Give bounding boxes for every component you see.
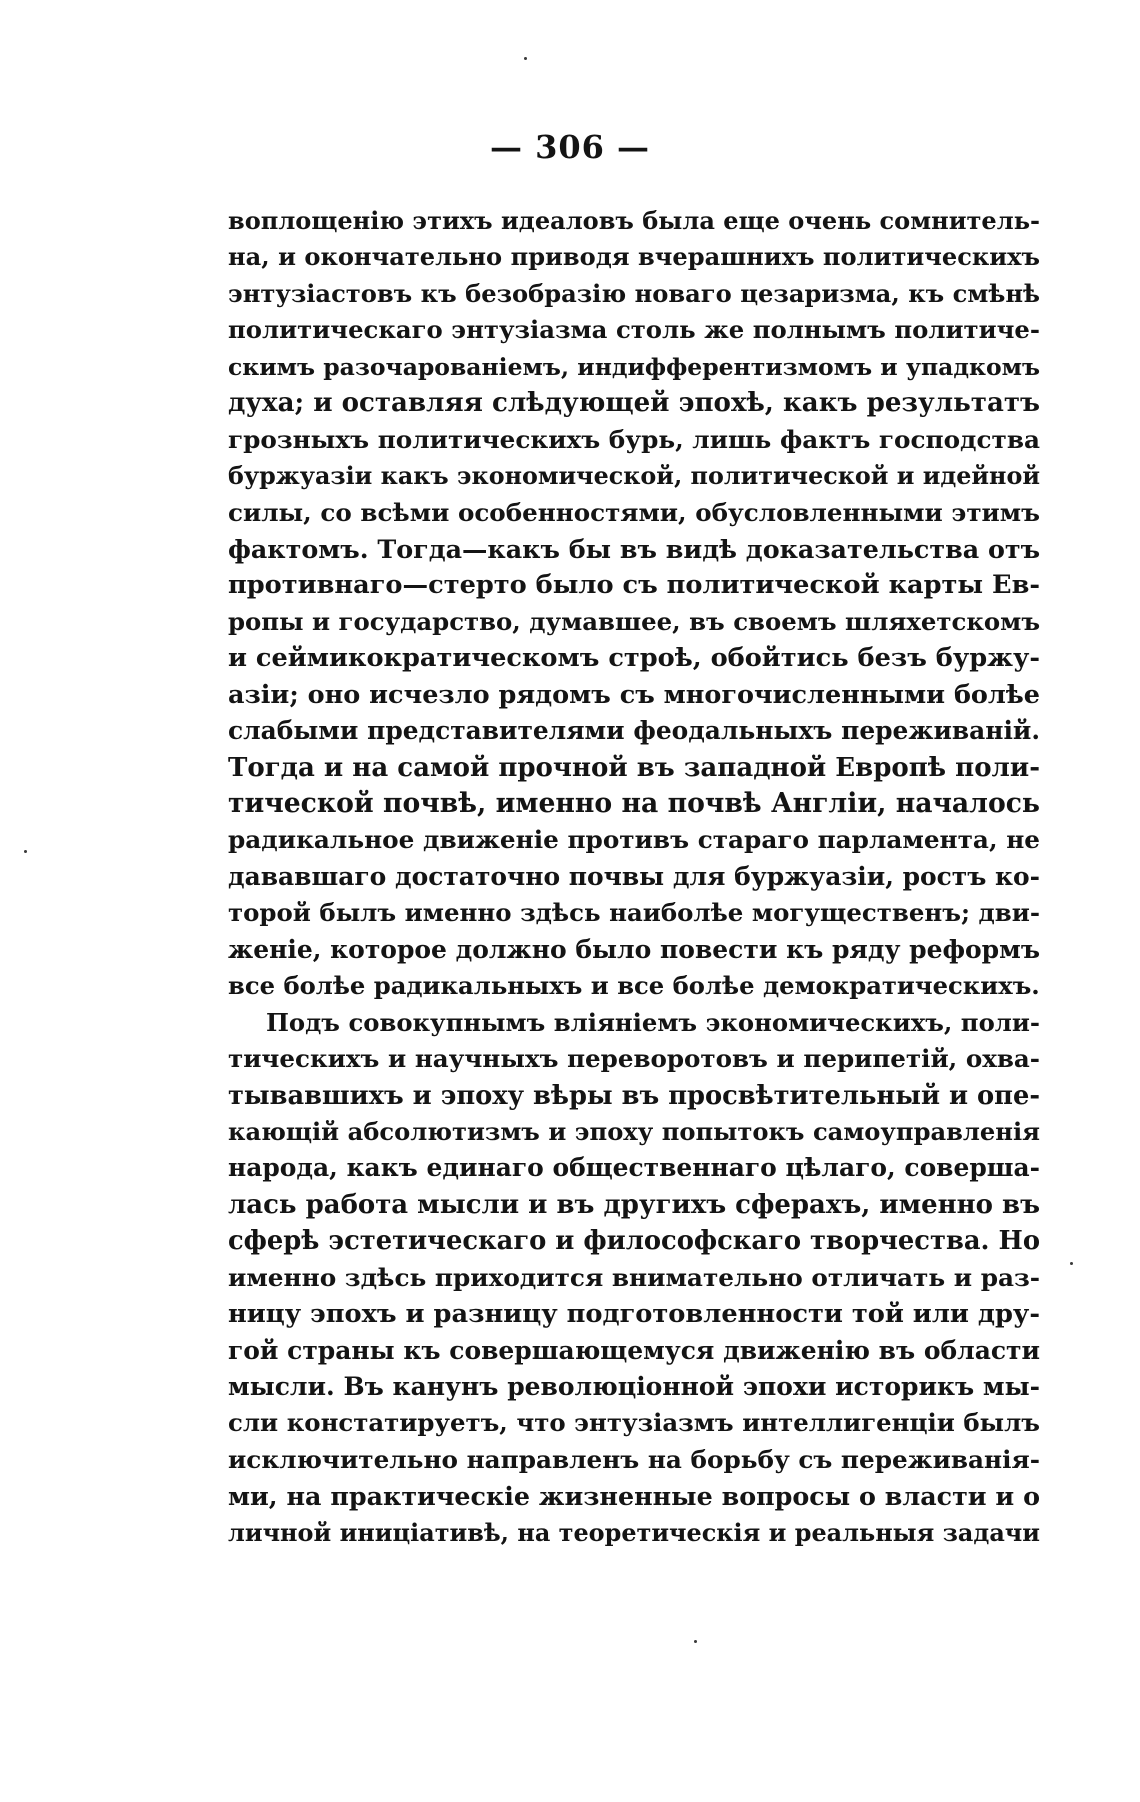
text-line: слабыми представителями феодальныхъ переживаній. <box>228 716 1040 746</box>
text-line: тической почвѣ, именно на почвѣ Англіи, началось <box>228 788 1040 819</box>
text-line: исключительно направленъ на борьбу съ переживанія- <box>228 1444 1040 1474</box>
text-line: гой страны къ совершающемуся движенію въ области <box>228 1335 1040 1365</box>
text-line: лась работа мысли и въ другихъ сферахъ, именно въ <box>228 1189 1040 1220</box>
page-number: — 306 — <box>489 128 651 166</box>
text-line: силы, со всѣми особенностями, обусловленными этимъ <box>228 497 1040 527</box>
text-line: азіи; оно исчезло рядомъ съ многочисленными болѣе <box>228 679 1040 710</box>
text-line: тическихъ и научныхъ переворотовъ и перипетій, охва- <box>228 1044 1040 1074</box>
text-line: дававшаго достаточно почвы для буржуазіи, ростъ ко- <box>228 861 1040 891</box>
text-line: воплощенію этихъ идеаловъ была еще очень сомнитель- <box>228 206 1040 235</box>
text-line: все болѣе радикальныхъ и все болѣе демократическихъ. <box>228 971 1040 1001</box>
text-line: сли констатируетъ, что энтузіазмъ интеллигенціи былъ <box>228 1408 1040 1438</box>
text-line: фактомъ. Тогда—какъ бы въ видѣ доказательства отъ <box>228 533 1041 564</box>
text-line: торой былъ именно здѣсь наиболѣе могущественъ; дви- <box>228 898 1040 928</box>
text-line: политическаго энтузіазма столь же полнымъ политиче- <box>228 315 1040 345</box>
body-text <box>228 203 1040 1551</box>
text-line: радикальное движеніе противъ стараго парламента, не <box>228 825 1040 855</box>
text-line: противнаго—стерто было съ политической карты Ев- <box>228 570 1040 601</box>
text-line: тывавшихъ и эпоху вѣры въ просвѣтительный и опе- <box>228 1080 1040 1111</box>
paragraph-2 <box>228 1005 1040 1552</box>
text-line: Тогда и на самой прочной въ западной Европѣ поли- <box>228 752 1040 783</box>
text-line: грозныхъ политическихъ бурь, лишь фактъ господства <box>228 424 1040 454</box>
scan-speck <box>24 850 27 853</box>
scan-speck <box>524 57 527 60</box>
text-line: скимъ разочарованіемъ, индифферентизмомъ и упадкомъ <box>228 352 1040 381</box>
paragraph-1 <box>228 203 1040 1005</box>
text-line: народа, какъ единаго общественнаго цѣлаго, соверша- <box>228 1153 1040 1183</box>
text-line: личной иниціативѣ, на теоретическія и реальныя задачи <box>228 1518 1040 1547</box>
text-line: энтузіастовъ къ безобразію новаго цезаризма, къ смѣнѣ <box>228 278 1040 308</box>
text-line: мысли. Въ канунъ революціонной эпохи историкъ мы- <box>228 1372 1040 1401</box>
text-line: Подъ совокупнымъ вліяніемъ экономическихъ, поли- <box>266 1007 1040 1037</box>
text-line: именно здѣсь приходится внимательно отличать и раз- <box>228 1262 1041 1292</box>
text-line: духа; и оставляя слѣдующей эпохѣ, какъ результатъ <box>228 388 1040 419</box>
text-line: ницу эпохъ и разницу подготовленности той или дру- <box>228 1299 1040 1330</box>
text-line: буржуазіи какъ экономической, политической и идейной <box>228 462 1040 491</box>
text-line: женіе, которое должно было повести къ ряду реформъ <box>228 934 1040 964</box>
scan-speck <box>694 1640 697 1643</box>
text-line: на, и окончательно приводя вчерашнихъ политическихъ <box>228 242 1040 272</box>
text-line: и сеймикократическомъ строѣ, обойтись безъ буржу- <box>228 643 1040 674</box>
text-line: кающій абсолютизмъ и эпоху попытокъ самоуправленія <box>228 1116 1040 1146</box>
scan-speck <box>1070 1262 1073 1265</box>
text-line: сферѣ эстетическаго и философскаго творчества. Но <box>228 1226 1040 1257</box>
text-line: ропы и государство, думавшее, въ своемъ шляхетскомъ <box>228 606 1041 636</box>
text-line: ми, на практическіе жизненные вопросы о власти и о <box>228 1481 1040 1512</box>
